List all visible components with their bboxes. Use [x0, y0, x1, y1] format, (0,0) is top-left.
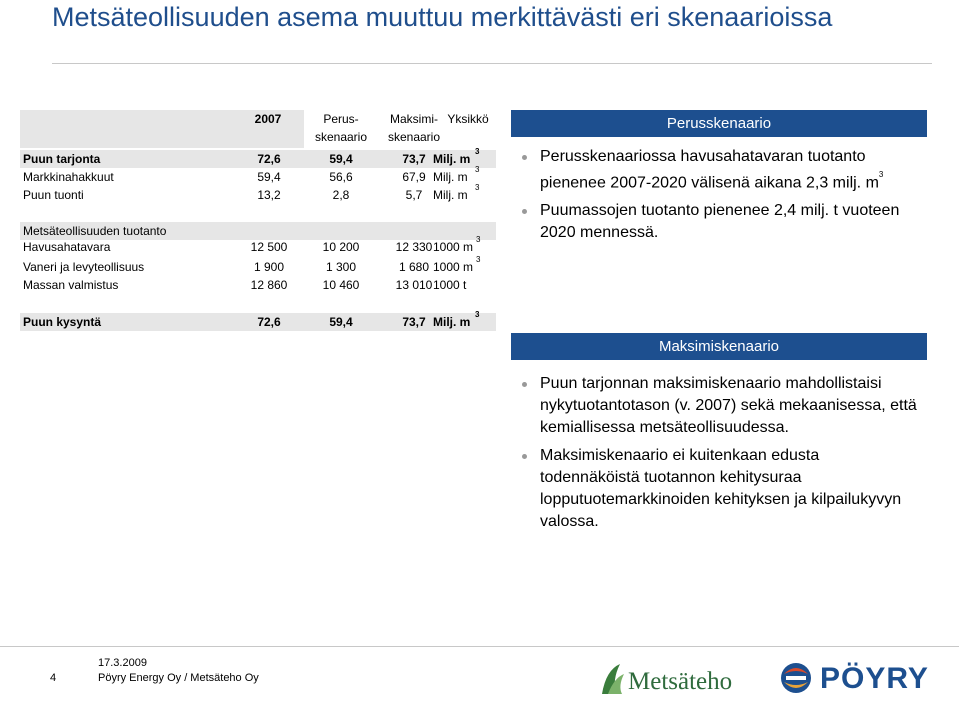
cell-unit-sup: 3 [476, 235, 481, 244]
bullet-maksimi-1 [520, 373, 920, 439]
bullet-text: Maksimiskenaario ei kuitenkaan edusta todennäköistä tuotannon kehitysuraa lopputuotemarkkinoiden kehityksen ja kilpailukyvyn valossa. [540, 447, 902, 530]
bullet-text: Puumassojen tuotanto pienenee 2,4 milj. t vuoteen 2020 mennessä. [540, 202, 900, 242]
cell-2007: 72,6 [257, 315, 281, 329]
table-row [20, 183, 496, 204]
table-row [20, 310, 496, 331]
cell-unit: 1000 t [433, 278, 467, 292]
cell-unit: 1000 m [433, 240, 474, 254]
cell-2007: 12 500 [250, 240, 288, 254]
title-rule [52, 63, 932, 64]
table-row [20, 255, 496, 276]
cell-unit-sup: 3 [475, 183, 480, 192]
header-maksimi-line1: Maksimi- [390, 112, 438, 126]
header-2007 [232, 110, 304, 148]
row-label: Metsäteollisuuden tuotanto [23, 224, 167, 238]
cell-unit-sup: 3 [475, 165, 480, 174]
bullet-dot-icon [522, 209, 527, 214]
cell-2007: 59,4 [257, 170, 281, 184]
bullet-perus-2 [520, 200, 920, 244]
cell-unit-sup: 3 [476, 255, 481, 264]
cell-2007: 1 900 [253, 260, 285, 274]
footer-rule [0, 646, 959, 647]
cell-maksimi: 12 330 [395, 240, 433, 254]
bullet-dot-icon [522, 382, 527, 387]
cell-perus: 1 300 [325, 260, 357, 274]
row-label: Puun tarjonta [23, 152, 101, 166]
cell-maksimi: 67,9 [402, 170, 426, 184]
row-label: Massan valmistus [23, 278, 119, 292]
cell-maksimi: 5,7 [405, 188, 423, 202]
row-label: Markkinahakkuut [23, 170, 114, 184]
bullet-text: Puun tarjonnan maksimiskenaario mahdollistaisi nykytuotantotason (v. 2007) sekä mekaanisessa, että kemiallisessa metsäteollisuudessa. [540, 375, 917, 436]
footer-date: 17.3.2009 [98, 657, 147, 669]
cell-unit: Milj. m [433, 170, 468, 184]
header-maksimi-line2: skenaario [387, 130, 441, 144]
row-label: Puun tuonti [23, 188, 84, 202]
table-row [20, 147, 496, 168]
header-shade [20, 110, 232, 148]
bullet-maksimi-2 [520, 445, 920, 533]
slide-title: Metsäteollisuuden asema muuttuu merkittävästi eri skenaarioissa [52, 2, 833, 32]
bullet-dot-icon [522, 155, 527, 160]
bullet-perus-1 [520, 146, 920, 194]
cell-unit-sup: 3 [475, 310, 480, 319]
cell-perus: 10 200 [322, 240, 360, 254]
panel-maksimiskenaario-heading: Maksimiskenaario [511, 333, 927, 360]
table-row [20, 165, 496, 186]
cell-perus: 59,4 [329, 315, 353, 329]
panel-perusskenaario-bullets [520, 146, 920, 250]
header-unit-label: Yksikkö [447, 112, 489, 126]
cell-maksimi: 13 010 [395, 278, 433, 292]
cell-perus: 2,8 [332, 188, 350, 202]
cell-unit: 1000 m [433, 260, 474, 274]
panel-maksimiskenaario-bullets [520, 373, 920, 539]
cell-unit: Milj. m [433, 315, 471, 329]
footer-company: Pöyry Energy Oy / Metsäteho Oy [98, 672, 259, 684]
cell-unit: Milj. m [433, 188, 468, 202]
cell-perus: 10 460 [322, 278, 360, 292]
page-number: 4 [50, 672, 57, 684]
metsateho-logo-text: Metsäteho [628, 668, 733, 695]
row-label: Vaneri ja levyteollisuus [23, 260, 145, 274]
bullet-sup: 3 [878, 170, 884, 179]
header-unit [438, 110, 498, 148]
cell-unit: Milj. m [433, 152, 471, 166]
header-perus [306, 110, 376, 148]
table-row [20, 276, 496, 294]
cell-2007: 12 860 [250, 278, 288, 292]
bullet-dot-icon [522, 454, 527, 459]
poyry-logo-text: PÖYRY [820, 662, 929, 695]
header-2007-label: 2007 [254, 112, 282, 126]
cell-2007: 72,6 [257, 152, 281, 166]
cell-2007: 13,2 [257, 188, 281, 202]
table-row [20, 235, 496, 256]
bullet-text: Perusskenaariossa havusahatavaran tuotanto pienenee 2007-2020 välisenä aikana 2,3 milj. m [540, 148, 879, 192]
cell-maksimi: 1 680 [398, 260, 430, 274]
cell-maksimi: 73,7 [402, 315, 426, 329]
cell-perus: 59,4 [329, 152, 353, 166]
cell-maksimi: 73,7 [402, 152, 426, 166]
cell-unit-sup: 3 [475, 147, 480, 156]
panel-perusskenaario-heading: Perusskenaario [511, 110, 927, 137]
header-perus-line2: skenaario [314, 130, 368, 144]
row-label: Puun kysyntä [23, 315, 102, 329]
row-label: Havusahatavara [23, 240, 111, 254]
cell-perus: 56,6 [329, 170, 353, 184]
header-perus-line1: Perus- [323, 112, 359, 126]
